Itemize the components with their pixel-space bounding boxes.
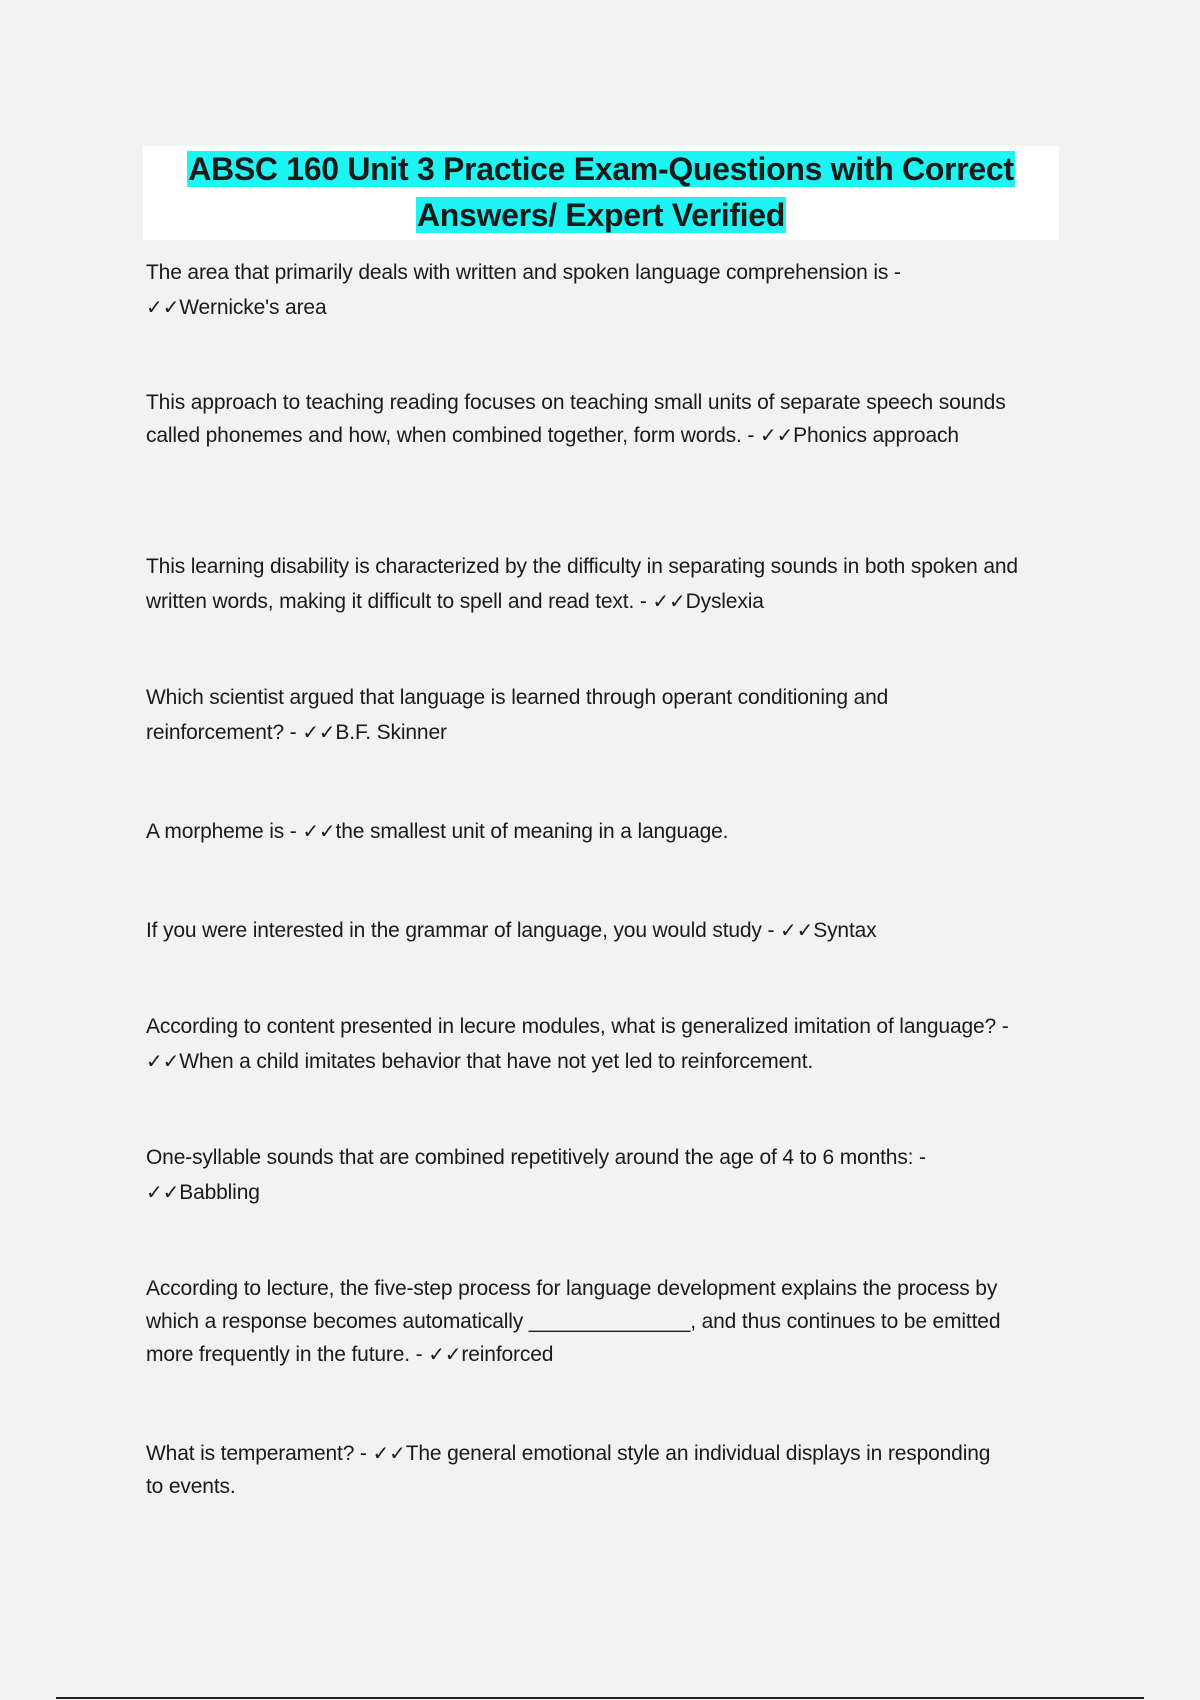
question-text: This learning disability is characterized by the difficulty in separating sounds in both spoken and written words, making it difficult to spell and read text. - xyxy=(146,555,1018,613)
question-text: If you were interested in the grammar of language, you would study - xyxy=(146,919,775,942)
check-mark-icon: ✓✓ xyxy=(302,720,336,744)
check-mark-icon: ✓✓ xyxy=(302,819,336,843)
qa-item xyxy=(146,256,986,325)
check-mark-icon: ✓✓ xyxy=(652,589,686,613)
answer-text: Babbling xyxy=(179,1181,260,1204)
document-title-line-2 xyxy=(143,192,1059,238)
qa-item xyxy=(146,1010,1026,1079)
qa-item xyxy=(146,1272,1046,1371)
qa-item xyxy=(146,814,1046,849)
qa-item xyxy=(146,1437,1006,1503)
question-text: What is temperament? - xyxy=(146,1442,367,1465)
answer-text: the smallest unit of meaning in a language. xyxy=(335,820,729,843)
qa-item xyxy=(146,1141,1026,1210)
answer-text: B.F. Skinner xyxy=(335,721,447,744)
question-text: Which scientist argued that language is learned through operant conditioning and reinforcement? - xyxy=(146,686,889,744)
answer-text: Dyslexia xyxy=(685,590,764,613)
qa-item xyxy=(146,681,986,750)
title-highlight-1: ABSC 160 Unit 3 Practice Exam-Questions with Correct xyxy=(188,151,1014,187)
check-mark-icon: ✓✓ xyxy=(146,295,180,319)
check-mark-icon: ✓✓ xyxy=(780,918,814,942)
qa-item xyxy=(146,913,1046,948)
check-mark-icon: ✓✓ xyxy=(372,1441,406,1465)
check-mark-icon: ✓✓ xyxy=(759,423,794,447)
question-text: According to content presented in lecure modules, what is generalized imitation of language? - xyxy=(146,1015,1009,1038)
question-text: According to lecture, the five-step process for language development explains the process by which a response becomes automatically ______________, and thus continues to be emitted more frequently in the future. - xyxy=(146,1277,1001,1366)
page-bottom-rule xyxy=(56,1697,1144,1699)
answer-text: The general emotional style an individual displays in responding to events. xyxy=(146,1442,991,1498)
question-text: One-syllable sounds that are combined repetitively around the age of 4 to 6 months: - xyxy=(146,1146,926,1169)
check-mark-icon: ✓✓ xyxy=(428,1342,462,1366)
title-highlight-2: Answers/ Expert Verified xyxy=(416,197,786,233)
answer-text: Wernicke's area xyxy=(179,296,327,319)
answer-text: Syntax xyxy=(813,919,877,942)
check-mark-icon: ✓✓ xyxy=(146,1180,180,1204)
question-text: This approach to teaching reading focuses on teaching small units of separate speech sounds called phonemes and how, when combined together, form words. - xyxy=(146,391,1006,447)
answer-text: Phonics approach xyxy=(793,424,959,447)
qa-item xyxy=(146,550,1061,619)
question-text: A morpheme is - xyxy=(146,820,297,843)
qa-item xyxy=(146,386,1026,452)
document-title-box xyxy=(143,146,1059,240)
check-mark-icon: ✓✓ xyxy=(146,1049,180,1073)
answer-text: When a child imitates behavior that have not yet led to reinforcement. xyxy=(179,1050,814,1073)
document-title-line-1 xyxy=(143,146,1059,192)
answer-text: reinforced xyxy=(461,1343,554,1366)
question-text: The area that primarily deals with written and spoken language comprehension is - xyxy=(146,261,901,284)
